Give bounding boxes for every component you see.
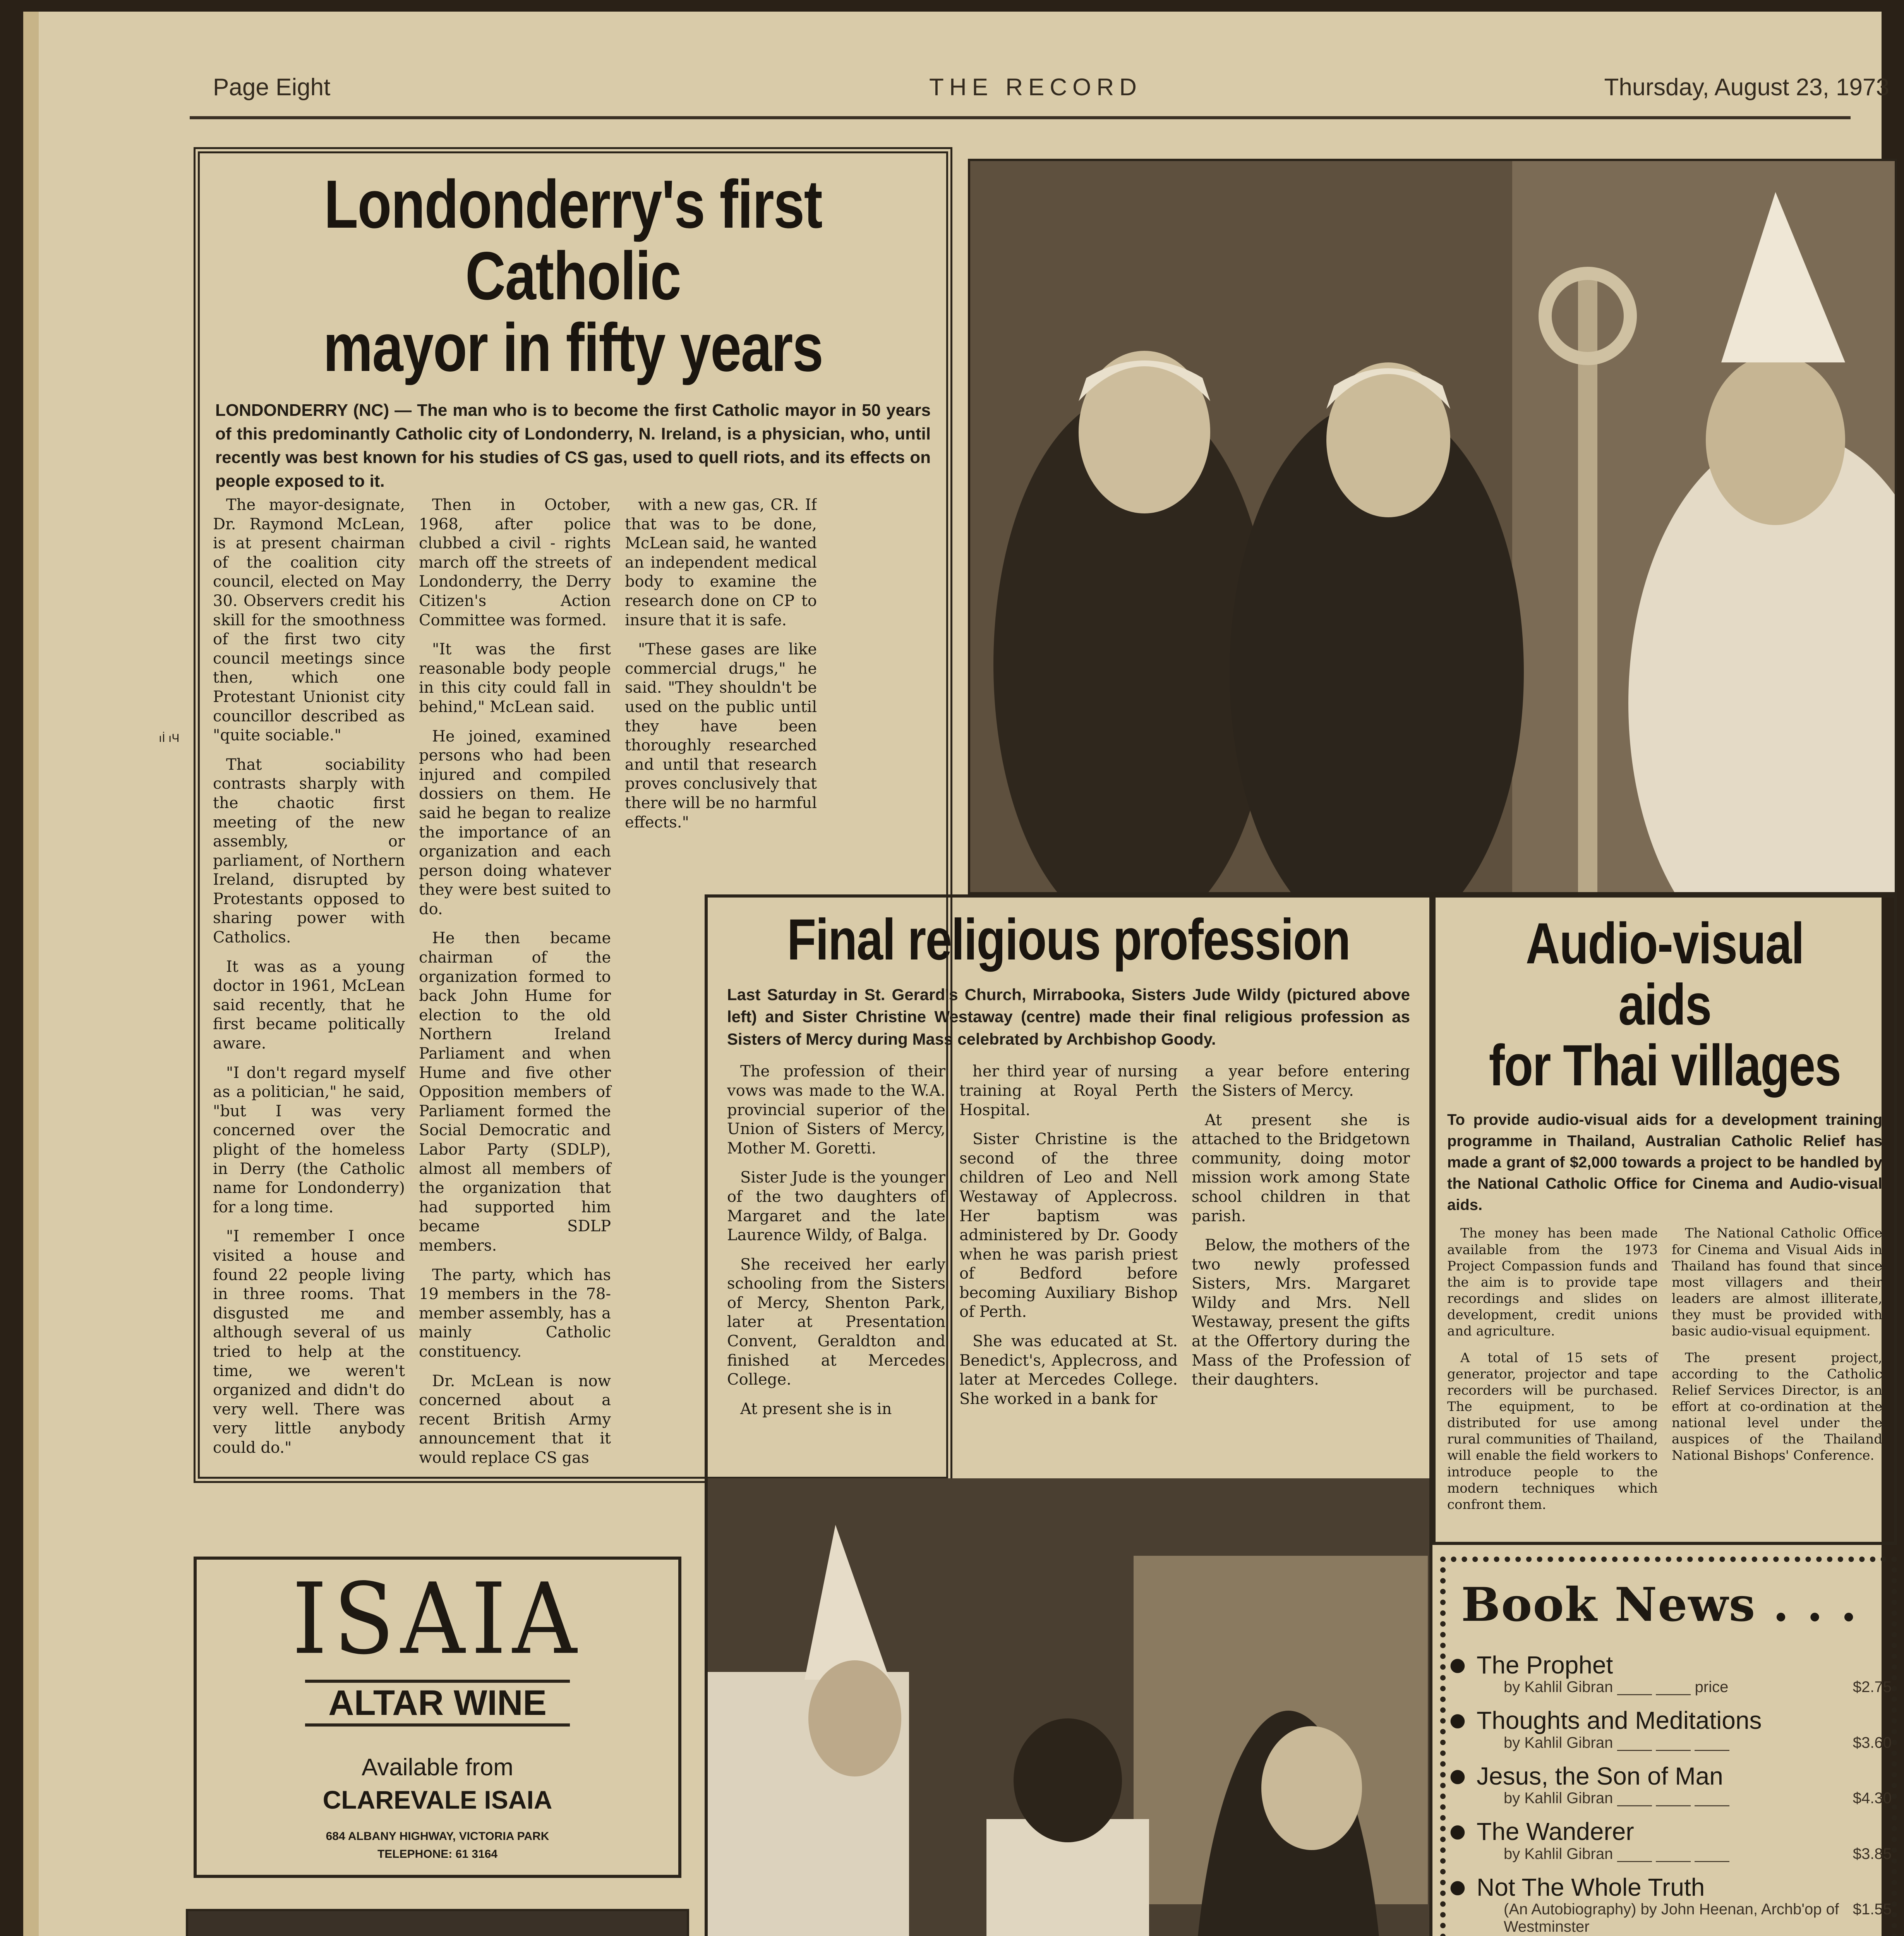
book-list	[1446, 1651, 1892, 1936]
paragraph: with a new gas, CR. If that was to be done, McLean said, he wanted an independent medical body to examine the research done on CP to insure that it is safe.	[625, 496, 817, 629]
thai-headline	[1477, 913, 1853, 1096]
page-number: Page Eight	[213, 74, 331, 101]
sisters-archbishop-illustration	[970, 161, 1897, 894]
book-price: $3.60	[1853, 1734, 1892, 1751]
paragraph: The profession of their vows was made to the W.A. provincial superior of the Union of Sisters of Mercy, Mother M. Goretti.	[727, 1062, 945, 1157]
paragraph: Below, the mothers of the two newly professed Sisters, Mrs. Margaret Wildy and Mrs. Nell Westaway, present the gifts at the Offertory during the Mass of the Profession of their daughters.	[1192, 1236, 1410, 1389]
book-author: by Kahlil Gibran ____ ____ ____	[1504, 1734, 1729, 1751]
offertory-illustration	[708, 1478, 1429, 1936]
paragraph: The party, which has 19 members in the 78-member assembly, has a mainly Catholic constituency.	[419, 1266, 611, 1361]
londonderry-headline-line2: mayor in fifty years	[323, 309, 823, 386]
paragraph: "I remember I once visited a house and found 22 people living in three rooms. That disgusted me and although several of us tried to help at the time, we weren't organized and didn't do very well. There was very little anybody could do."	[213, 1227, 405, 1457]
paragraph: The money has been made available from the 1973 Project Compassion funds and the aim is to provide tape recordings and slides on development, credit unions and agriculture.	[1447, 1225, 1658, 1339]
paragraph: The mayor-designate, Dr. Raymond McLean, is at present chairman of the coalition city council, elected on May 30. Observers credit his skill for the smoothness of the first two city council meetings since then, which one Protestant Unionist city councillor described as "quite sociable."	[213, 496, 405, 745]
paragraph: A total of 15 sets of generator, projector and tape recorders will be purchased. The equipment, to be distributed for use among rural communities of Thailand, will enable the field workers to introduce people to the modern techniques which confront them.	[1447, 1350, 1658, 1512]
paragraph: her third year of nursing training at Royal Perth Hospital.	[959, 1062, 1178, 1119]
paragraph: Dr. McLean is now concerned about a recent British Army announcement that it would replace CS gas	[419, 1372, 611, 1467]
book-title: Thoughts and Meditations	[1477, 1706, 1762, 1735]
book-author: by Kahlil Gibran ____ ____ ____	[1504, 1845, 1729, 1862]
isaia-seller: CLAREVALE ISAIA	[322, 1785, 552, 1814]
paragraph: He joined, examined persons who had been injured and compiled dossiers on them. He said he began to realize the importance of an organization and each person doing whatever they were best suited to do.	[419, 727, 611, 918]
isaia-phone: TELEPHONE: 61 3164	[377, 1848, 498, 1860]
issue-date: Thursday, August 23, 1973	[1604, 74, 1889, 101]
thai-headline-line2: for Thai villages	[1489, 1033, 1841, 1098]
paragraph: "It was the first reasonable body people in this city could fall in behind," McLean said.	[419, 640, 611, 716]
profession-article	[705, 894, 1432, 1936]
profession-col-3	[1192, 1062, 1410, 1465]
book-item	[1446, 1818, 1892, 1862]
thai-body	[1447, 1225, 1882, 1523]
isaia-available: Available from	[362, 1754, 513, 1781]
londonderry-lead: LONDONDERRY (NC) — The man who is to become the first Catholic mayor in 50 years of this predominantly Catholic city of Londonderry, N. Ireland, is a physician, who, until recently was best known for his studies of CS gas, used to quell riots, and its effects on people exposed to it.	[215, 401, 931, 491]
londonderry-headline-line1: Londonderry's first Catholic	[324, 166, 822, 314]
londonderry-col-1	[213, 496, 405, 1479]
paragraph: a year before entering the Sisters of Mercy.	[1192, 1062, 1410, 1100]
thai-col-1	[1447, 1225, 1658, 1523]
book-news-ad	[1440, 1557, 1897, 1936]
isaia-brand: ISAIA	[292, 1562, 583, 1677]
header-rule	[190, 116, 1851, 119]
book-price: $2.75	[1853, 1679, 1892, 1696]
profession-col-2	[959, 1062, 1178, 1465]
masthead: THE RECORD	[929, 74, 1142, 101]
londonderry-headline	[280, 166, 866, 386]
newspaper-page	[23, 12, 1892, 1936]
book-title: The Prophet	[1477, 1651, 1613, 1679]
isaia-product: ALTAR WINE	[305, 1680, 570, 1727]
paragraph: At present she is in	[740, 1400, 892, 1418]
paragraph: At present she is attached to the Bridgetown community, doing motor mission work among State school children in that parish.	[1192, 1111, 1410, 1225]
thai-article	[1432, 894, 1897, 1545]
paragraph: That sociability contrasts sharply with the chaotic first meeting of the new assembly, or parliament, of Northern Ireland, disrupted by Protestants opposed to sharing power with Catholics.	[213, 755, 405, 947]
paragraph: She was educated at St. Benedict's, Applecross, and later at Mercedes College. She worked in a bank for	[959, 1332, 1178, 1408]
paragraph: The National Catholic Office for Cinema and Visual Aids in Thailand has found that since most villagers and their leaders are almost illiterate, they must be provided with basic audio-visual equipment.	[1672, 1225, 1882, 1339]
book-item	[1446, 1707, 1892, 1751]
paragraph: She received her early schooling from the Sisters of Mercy, Shenton Park, later at Presentation Convent, Geraldton and finished at Mercedes College.	[727, 1255, 945, 1389]
isaia-address: 684 ALBANY HIGHWAY, VICTORIA PARK	[326, 1830, 549, 1843]
paragraph: "These gases are like commercial drugs," he said. "They shouldn't be used on the public until they have been thoroughly researched and until that research proves conclusively that there will be no harmful effects."	[625, 640, 817, 831]
offertory-photo	[708, 1478, 1429, 1936]
book-author: (An Autobiography) by John Heenan, Archb'op of Westminster	[1504, 1900, 1839, 1935]
thai-lead: To provide audio-visual aids for a development training programme in Thailand, Australian Catholic Relief has made a grant of $2,000 towards a project to be handled by the National Catholic Office for Cinema and Audio-visual aids.	[1447, 1111, 1882, 1214]
bullet-icon: ●	[1449, 1820, 1466, 1842]
londonderry-col-2	[419, 496, 611, 1479]
thai-headline-line1: Audio-visual aids	[1525, 911, 1804, 1037]
book-item	[1446, 1651, 1892, 1696]
thai-col-2	[1672, 1225, 1882, 1523]
book-author: by Kahlil Gibran ____ ____ price	[1504, 1679, 1729, 1696]
paragraph: Sister Christine is the second of the three children of Leo and Nell Westaway of Applecross. Her baptism was administered by Dr. Goody when he was parish priest of Bedford before becoming Auxiliary Bishop of Perth.	[959, 1130, 1178, 1321]
book-price: $4.30	[1853, 1790, 1892, 1807]
paragraph: He then became chairman of the organization formed to back John Hume for election to the old Northern Ireland Parliament and when Hume and five other Opposition members of Parliament formed the Social Democratic and Labor Party (SDLP), almost all members of the organization that had supported him became SDLP members.	[419, 929, 611, 1255]
sisters-archbishop-photo	[968, 159, 1897, 894]
bakewell-ad	[186, 1909, 689, 1936]
paragraph: "I don't regard myself as a politician," he said, "but I was very concerned over the plight of the homeless in Derry (the Catholic name for Londonderry) for a long time.	[213, 1064, 405, 1216]
paragraph: Then in October, 1968, after police clubbed a civil - rights march off the streets of Londonderry, the Derry Citizen's Action Committee was formed.	[419, 496, 611, 629]
paragraph: The present project, according to the Catholic Relief Services Director, is an effort at co-ordination at the national level under the auspices of the Thailand National Bishops' Conference.	[1672, 1350, 1882, 1464]
paragraph: Sister Jude is the younger of the two daughters of Margaret and the late Laurence Wildy, of Balga.	[727, 1169, 945, 1244]
isaia-ad	[194, 1557, 681, 1878]
book-title: The Wanderer	[1477, 1818, 1634, 1846]
book-news-title: Book News . . .	[1461, 1577, 1858, 1632]
book-item	[1446, 1763, 1892, 1807]
profession-col-1	[727, 1062, 945, 1465]
paragraph: It was as a young doctor in 1961, McLean said recently, that he first became politically aware.	[213, 958, 405, 1053]
bullet-icon: ●	[1449, 1709, 1466, 1731]
book-price: $1.55	[1853, 1900, 1892, 1918]
book-price: $3.85	[1853, 1845, 1892, 1862]
profession-body	[727, 1062, 1410, 1465]
book-title: Jesus, the Son of Man	[1477, 1762, 1723, 1790]
margin-mark: ıİ ıЧ	[159, 732, 180, 745]
book-author: by Kahlil Gibran ____ ____ ____	[1504, 1790, 1729, 1807]
book-title: Not The Whole Truth	[1477, 1873, 1705, 1901]
profession-lead: Last Saturday in St. Gerard's Church, Mirrabooka, Sisters Jude Wildy (pictured above left) and Sister Christine Westaway (centre) made their final religious profession as Sisters of Mercy during Mass celebrated by Archbishop Goody.	[727, 985, 1410, 1049]
bullet-icon: ●	[1449, 1654, 1466, 1675]
bullet-icon: ●	[1449, 1764, 1466, 1787]
profession-headline: Final religious profession	[787, 907, 1350, 972]
bullet-icon: ●	[1449, 1876, 1466, 1898]
book-item	[1446, 1874, 1892, 1936]
